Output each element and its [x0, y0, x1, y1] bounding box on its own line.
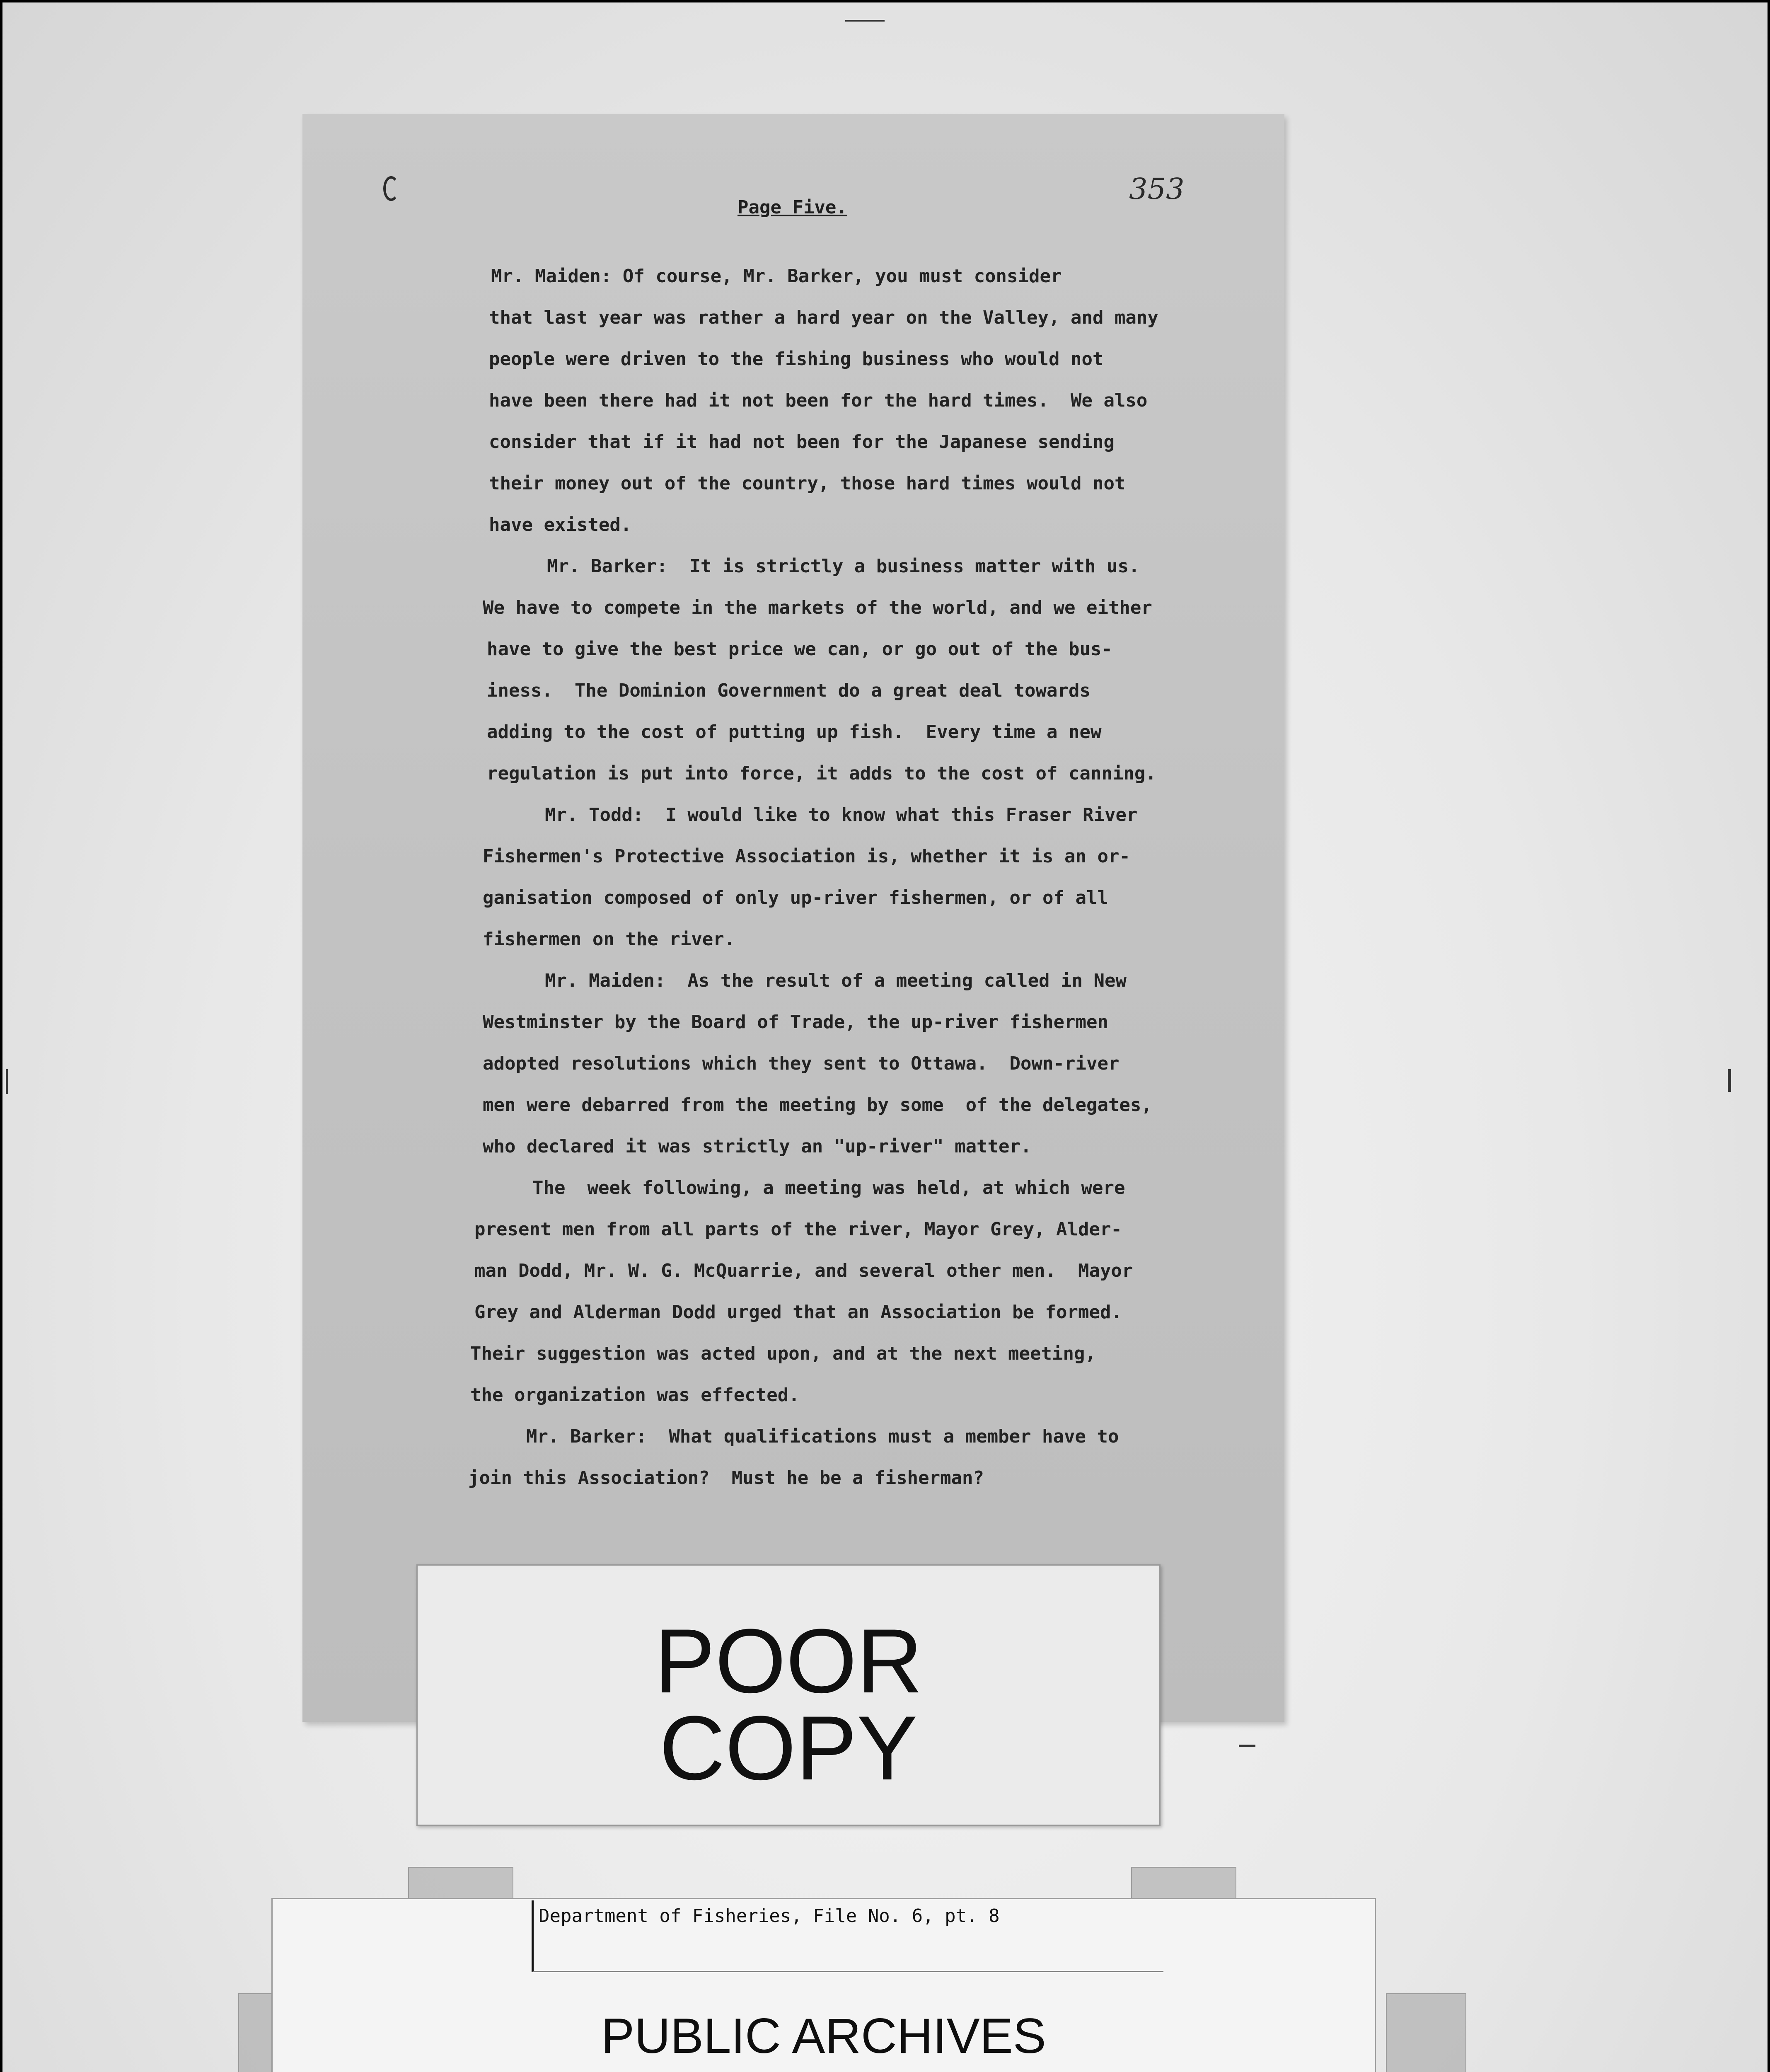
text-line: the organization was effected. [470, 1385, 800, 1406]
file-reference-box [532, 1900, 1163, 1972]
text-line: The week following, a meeting was held, at which were [532, 1177, 1125, 1198]
text-line: We have to compete in the markets of the world, and we either [483, 597, 1152, 618]
text-line: have existed. [489, 514, 632, 535]
text-line: ganisation composed of only up-river fishermen, or of all [483, 887, 1108, 908]
punch-hole-mark [383, 176, 399, 201]
text-line: Mr. Barker: It is strictly a business matter with us. [547, 556, 1140, 577]
text-line: adopted resolutions which they sent to Ottawa. Down-river [483, 1053, 1120, 1074]
text-line: men were debarred from the meeting by some of the delegates, [483, 1094, 1152, 1116]
text-line: their money out of the country, those hard times would not [489, 473, 1126, 494]
archives-label-card [271, 1898, 1376, 2072]
poor-copy-line-1: POOR [654, 1610, 923, 1712]
text-line: fishermen on the river. [483, 929, 735, 950]
text-line: join this Association? Must he be a fisherman? [468, 1467, 984, 1489]
stray-mark [845, 20, 885, 22]
text-line: Their suggestion was acted upon, and at the next meeting, [470, 1343, 1096, 1364]
text-line: iness. The Dominion Government do a great deal towards [487, 680, 1091, 701]
text-line: Grey and Alderman Dodd urged that an Association be formed. [474, 1302, 1122, 1323]
tape-strip [1386, 1993, 1466, 2072]
text-line: regulation is put into force, it adds to the cost of canning. [487, 763, 1156, 784]
text-line: have to give the best price we can, or go out of the bus- [487, 639, 1112, 660]
scan-border-right [1768, 0, 1770, 2072]
archives-line-english: PUBLIC ARCHIVES [601, 2008, 1046, 2064]
text-line: Westminster by the Board of Trade, the up-river fishermen [483, 1012, 1108, 1033]
text-line: Mr. Todd: I would like to know what this Fraser River [545, 804, 1138, 825]
file-reference: Department of Fisheries, File No. 6, pt. 8 [539, 1905, 1000, 1927]
text-line: consider that if it had not been for the Japanese sending [489, 431, 1115, 453]
text-line: adding to the cost of putting up fish. Every time a new [487, 721, 1102, 743]
stray-mark [1239, 1745, 1255, 1747]
text-line: Fishermen's Protective Association is, whether it is an or- [483, 846, 1130, 867]
text-line: Mr. Maiden: Of course, Mr. Barker, you must consider [491, 266, 1062, 287]
scan-border-top [0, 0, 1770, 2]
poor-copy-stamp [416, 1564, 1161, 1826]
page-title: Page Five. [738, 197, 847, 218]
text-line: present men from all parts of the river, Mayor Grey, Alder- [474, 1219, 1122, 1240]
folio-number: 353 [1129, 172, 1185, 206]
text-line: people were driven to the fishing business who would not [489, 349, 1104, 370]
text-line: Mr. Maiden: As the result of a meeting called in New [545, 970, 1127, 991]
stray-mark [1728, 1069, 1731, 1092]
poor-copy-line-2: COPY [659, 1697, 918, 1799]
text-line: have been there had it not been for the hard times. We also [489, 390, 1148, 411]
scan-border-left [0, 0, 2, 2072]
text-line: man Dodd, Mr. W. G. McQuarrie, and several other men. Mayor [474, 1260, 1133, 1281]
text-line: that last year was rather a hard year on the Valley, and many [489, 307, 1158, 328]
stray-mark [6, 1069, 8, 1094]
text-line: who declared it was strictly an "up-river" matter. [483, 1136, 1032, 1157]
typed-document-page [302, 114, 1284, 1722]
text-line: Mr. Barker: What qualifications must a member have to [526, 1426, 1119, 1447]
